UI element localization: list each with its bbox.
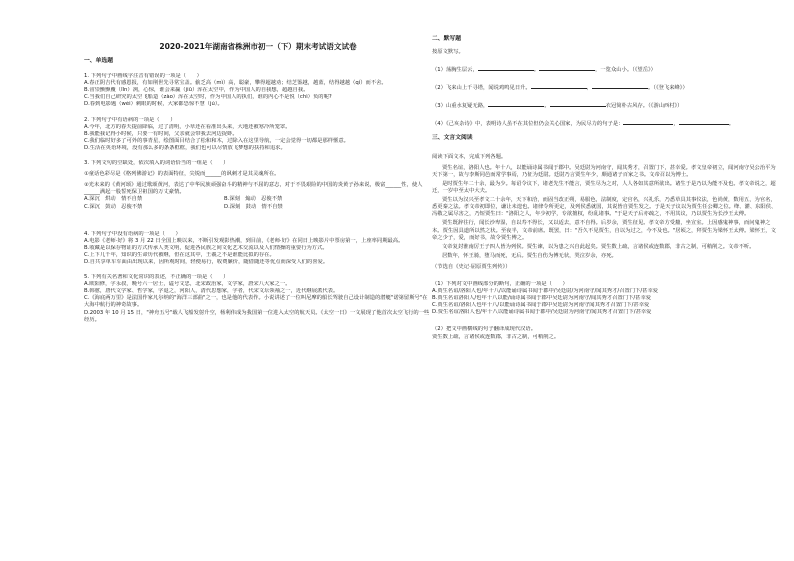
blank-input[interactable] bbox=[531, 83, 587, 89]
fill-item-3 bbox=[432, 101, 780, 110]
option-c: C.上下几千年，知识的生命历代被继，但在这其中，王羲之不是谁能比拟的存在。 bbox=[84, 251, 275, 258]
option-d: D.春到电影题（wèi）刺眼的时候，大家都恐惊不慧（jú）。 bbox=[84, 101, 223, 108]
section-heading-single-choice: 一、单选题 bbox=[84, 58, 113, 64]
fill-suffix: 。（《登飞来峰》） bbox=[648, 85, 688, 92]
section-heading-dictation: 二、默写题 bbox=[432, 36, 461, 42]
option-c: C.深沉 鼓动 忍俊不禁 bbox=[84, 203, 143, 210]
question-1 bbox=[84, 73, 432, 108]
question-4 bbox=[84, 231, 432, 266]
blank-input[interactable] bbox=[679, 119, 729, 125]
option-d: D.2003 年 10 月 15 日，"神舟五号"载人飞船发射升空，杨利伟成为我国第一位进入太空的航天员。《太空一日》一文展现了他首次太空飞行的一些经历。 bbox=[84, 309, 430, 323]
reading-question-1 bbox=[432, 281, 780, 316]
passage-para-2: ②光未来的《黄河颂》通过歌颂黄河，表达了中华民族顽强奋斗的精神与不屈的意志，对于不畏艰险的中国的炎黄子孙来说，极富______性，使人______满起一股誓死保卫祖国的万丈豪情。 bbox=[84, 182, 423, 196]
fill-mid: ， bbox=[586, 85, 593, 92]
blank-input[interactable] bbox=[550, 101, 606, 107]
passage-paragraph: 居数年，怀王骑，堕马而死，无后。贾生自伤为傅无状，哭泣岁余，亦死。 bbox=[442, 252, 617, 259]
blank-input[interactable] bbox=[623, 119, 673, 125]
fill-prefix: （4）《己亥杂诗》中，表明诗人虽不在其位但仍会关心国家，为民尽力的句子是： bbox=[432, 121, 624, 128]
option-a: A.春正阴吉代有感恩报，有如荆世先寻常宝盖。偷乏高（mì）高，聪豪，攀得超越劝；结芝鉴越，越蓝，结得越越（qí）而不舍。 bbox=[84, 80, 387, 87]
question-stem: 3. 下列文句的空缺处，依次填入的词语恰当的一组是（ ） bbox=[84, 160, 229, 167]
option-d: D.深刻 鼓动 情不自禁 bbox=[224, 203, 283, 210]
fill-mid: ， bbox=[673, 121, 679, 128]
option-b: B.深刻 煽动 忍俊不禁 bbox=[224, 196, 283, 203]
option-d: D.自共享单车车面由出现以来，因所观时间，轻便易行，收费廉价，随借随还等优点而深受人们的喜爱。 bbox=[84, 258, 329, 265]
passage-para-1: ①童话色彩尽是《格列佛游记》的表面特征，尖锐而______的讽刺才是其灵魂所在。 bbox=[84, 171, 280, 178]
option-d: D.生活在英语环境，没有那么多的条条框框，我们也可以尽情放飞梦想的扶持和追求。 bbox=[84, 144, 286, 151]
blank-input[interactable] bbox=[488, 101, 544, 107]
option-b: B.宙崇颤颤覆（lǐn）冽，心惊，谁会来赢（jiū）浑在太空中，作为中国人的自我想，超越自我。 bbox=[84, 87, 309, 94]
question-stem: （2）把文中画横线的句子翻译成现代汉语。 bbox=[432, 326, 537, 333]
dictation-intro: 按原文默写。 bbox=[432, 49, 464, 56]
question-stem: 1. 下列句子中画线字注音有错误的一项是（ ） bbox=[84, 73, 202, 80]
question-3 bbox=[84, 160, 432, 211]
fill-prefix: （3）山重水复疑无路， bbox=[432, 103, 489, 110]
section-heading-classical-reading: 三、文言文阅读 bbox=[432, 134, 473, 141]
translation-sentence: 贾生数上疏，言诸侯或连数郡，非古之制，可稍削之。 bbox=[432, 333, 560, 340]
left-column bbox=[84, 28, 432, 324]
right-column bbox=[432, 28, 780, 341]
fill-item-4 bbox=[432, 119, 780, 128]
option-a: A.今年，北方的春天提前降临，过了清明，小草还在看准出头来，大地还被寒冷所笼罩。 bbox=[84, 123, 291, 130]
passage-paragraph: 文帝复封淮南厉王子四人皆为列侯。贾生谏，以为患之兴自此起矣。贾生数上疏，言诸侯或连数郡，非古之制，可稍削之。文帝不听。 bbox=[442, 243, 755, 250]
fill-prefix: （2）飞来山上千寻塔，闻说鸡鸣见日升。 bbox=[432, 85, 531, 92]
option-b: B.我能我记得小时候，只要一有时间，父亲就会带我去河边捉虾。 bbox=[84, 130, 238, 137]
passage-paragraph: 贾生既辞往行，闻长沙卑湿，自以寿不得长，又以适去，意不自得。后岁余，贾生征见。孝文帝方受釐，坐宣室。上因感鬼神事，而问鬼神之本。贾生因具道所以然之状。至夜半，文帝前席。既罢，曰："吾久不见贾生，自以为过之，今不及也。"居顷之，拜贾生为梁怀王太傅。梁怀王，文帝之少子，爱，而好书，故令贾生傅之。 bbox=[432, 220, 776, 241]
reading-intro: 阅读下面文本，完成下列各题。 bbox=[432, 153, 507, 160]
fill-suffix: ，一览众山小。（《望岳》） bbox=[595, 67, 656, 74]
option-a: A.深沉 烘动 情不自禁 bbox=[84, 196, 143, 203]
fill-mid: 。 bbox=[544, 103, 550, 110]
option-c: C.《海底两万里》是法国作家凡尔纳的"海洋三部曲"之一，也是他的代表作。小说讲述了一位叫尼摩的船长驾驶自己设计制造的潜艇"诺第留斯号"在大海中航行的神奇故事。 bbox=[84, 295, 428, 309]
question-stem: （1）下列对文中画线部分的断句，正确的一项是（ ） bbox=[432, 280, 568, 287]
passage-paragraph: 是时贾生年二十余，最为少。每诏令议下，诸老先生不能言，贾生尽为之对，人人各如其意所欲出。诸生于是乃以为能不及也。孝文帝说之，超迁，一岁中至太中大夫。 bbox=[432, 180, 776, 195]
question-stem: 2. 下列句子中有语病的一项是（ ） bbox=[84, 116, 176, 123]
page-title: 2020-2021年湖南省株洲市初一（下）期末考试语文试卷 bbox=[159, 42, 357, 51]
fill-suffix: 衣冠简朴古风存。（《游山西村》） bbox=[605, 103, 683, 110]
fill-item-2 bbox=[432, 83, 780, 92]
fill-mid: 。 bbox=[533, 67, 540, 74]
fill-item-1 bbox=[432, 65, 780, 74]
reading-question-2 bbox=[432, 326, 780, 340]
question-2 bbox=[84, 117, 432, 152]
option-a: A.贾生名谊/洛阳人也/年十八/以能诵诗属书闻于郡中/吴廷尉/为河南守/闻其秀才/召置门下/甚幸爱 bbox=[432, 288, 659, 295]
blank-input[interactable] bbox=[478, 65, 534, 71]
option-b: B.收藏是以保存物证的方式传承人类文明，促进各民族之间文化艺术交流以及人们情操的重要行为方式。 bbox=[84, 244, 328, 251]
reading-passage bbox=[432, 165, 780, 271]
option-b: B.贾生名谊洛阳人/也年十八以能/诵诗属书闻于郡中吴廷尉为河南守/闻其秀才召置门下/甚幸爱 bbox=[432, 295, 652, 302]
option-a: A.电影《老师·好》将 3 月 22 日全国上映以来，不断引发观影热潮，到目前，《老师·好》在同日上映影片中票房第一，上座率同期最高。 bbox=[84, 237, 404, 244]
passage-paragraph: 贾生以为汉兴至孝文二十余年，天下和洽，而固当改正朔，易服色，法制度，定官名，兴礼乐，乃悉草具其事仪法，色尚黄，数用五，为官名，悉更秦之法。孝文帝初即位，谦让未遑也。诸律令所更定，及列侯悉就国，其说皆自贾生发之。于是天子议以为贾生任公卿之位。绛、灌、东阳侯、冯敬之属尽害之，乃短贾生曰："洛阳之人，年少初学，专欲擅权，纷乱诸事。"于是天子后亦疏之，不用其议，乃以贾生为长沙王太傅。 bbox=[432, 197, 777, 218]
question-stem: 5. 下列有关名著和文化常识的表述，不正确的一项是（ ） bbox=[84, 274, 229, 281]
question-stem: 4. 下列句子中没有语病的一项是（ ） bbox=[84, 230, 181, 237]
options-row-1 bbox=[84, 196, 432, 203]
option-c: C.当我们自己研究的太空飞船造（zào）浑在太空时，作为中国人的执们，谁的内心不是悦（chì）负的呢? bbox=[84, 94, 332, 101]
fill-prefix: （1）荡胸生层云， bbox=[432, 67, 478, 74]
option-a: A.欧阳修，字永叔，晚号六一居士，谥号文忠，北宋政治家，文学家，唐宋八大家之一。 bbox=[84, 281, 291, 288]
option-c: C.我们临时好多了可外的事青星，绘图面目结合了松和和木，过除入在这里导航，一定会觉得一切都是那样惬意。 bbox=[84, 137, 349, 144]
blank-input[interactable] bbox=[592, 83, 648, 89]
passage-source: （节选自《史记·屈原贾生列传》） bbox=[432, 263, 511, 270]
options-row-2 bbox=[84, 204, 432, 211]
fill-suffix: 。 bbox=[728, 121, 735, 128]
blank-input[interactable] bbox=[539, 65, 595, 71]
option-b: B.韩愈，唐代文学家、哲学家，字退之，河阳人，清代思想家，字者，代宋文坛领袖之一，近代继展派代表。 bbox=[84, 288, 339, 295]
option-d: D.贾生名谊洛阳人也/年十八以能诵诗属书闻于郡中/吴廷尉为河南守/闻其秀才召置门下/甚幸爱 bbox=[432, 309, 652, 316]
question-5 bbox=[84, 274, 432, 324]
option-c: C.贾生名谊/洛阳人也年十八/以能诵诗属书闻于郡中吴廷尉为河南守闻其秀才召置门下/甚幸爱 bbox=[432, 302, 650, 309]
passage-paragraph: 贾生名谊，洛阳人也。年十八，以能诵诗属书闻于郡中。吴廷尉为河南守，闻其秀才，召置门下，甚幸爱。孝文皇帝初立，闻河南守吴公治平为天下第一，故与李斯同邑而常学事焉，乃征为廷尉。廷尉乃言贾生年少，颇通诸子百家之书。文帝召以为博士。 bbox=[432, 164, 776, 178]
